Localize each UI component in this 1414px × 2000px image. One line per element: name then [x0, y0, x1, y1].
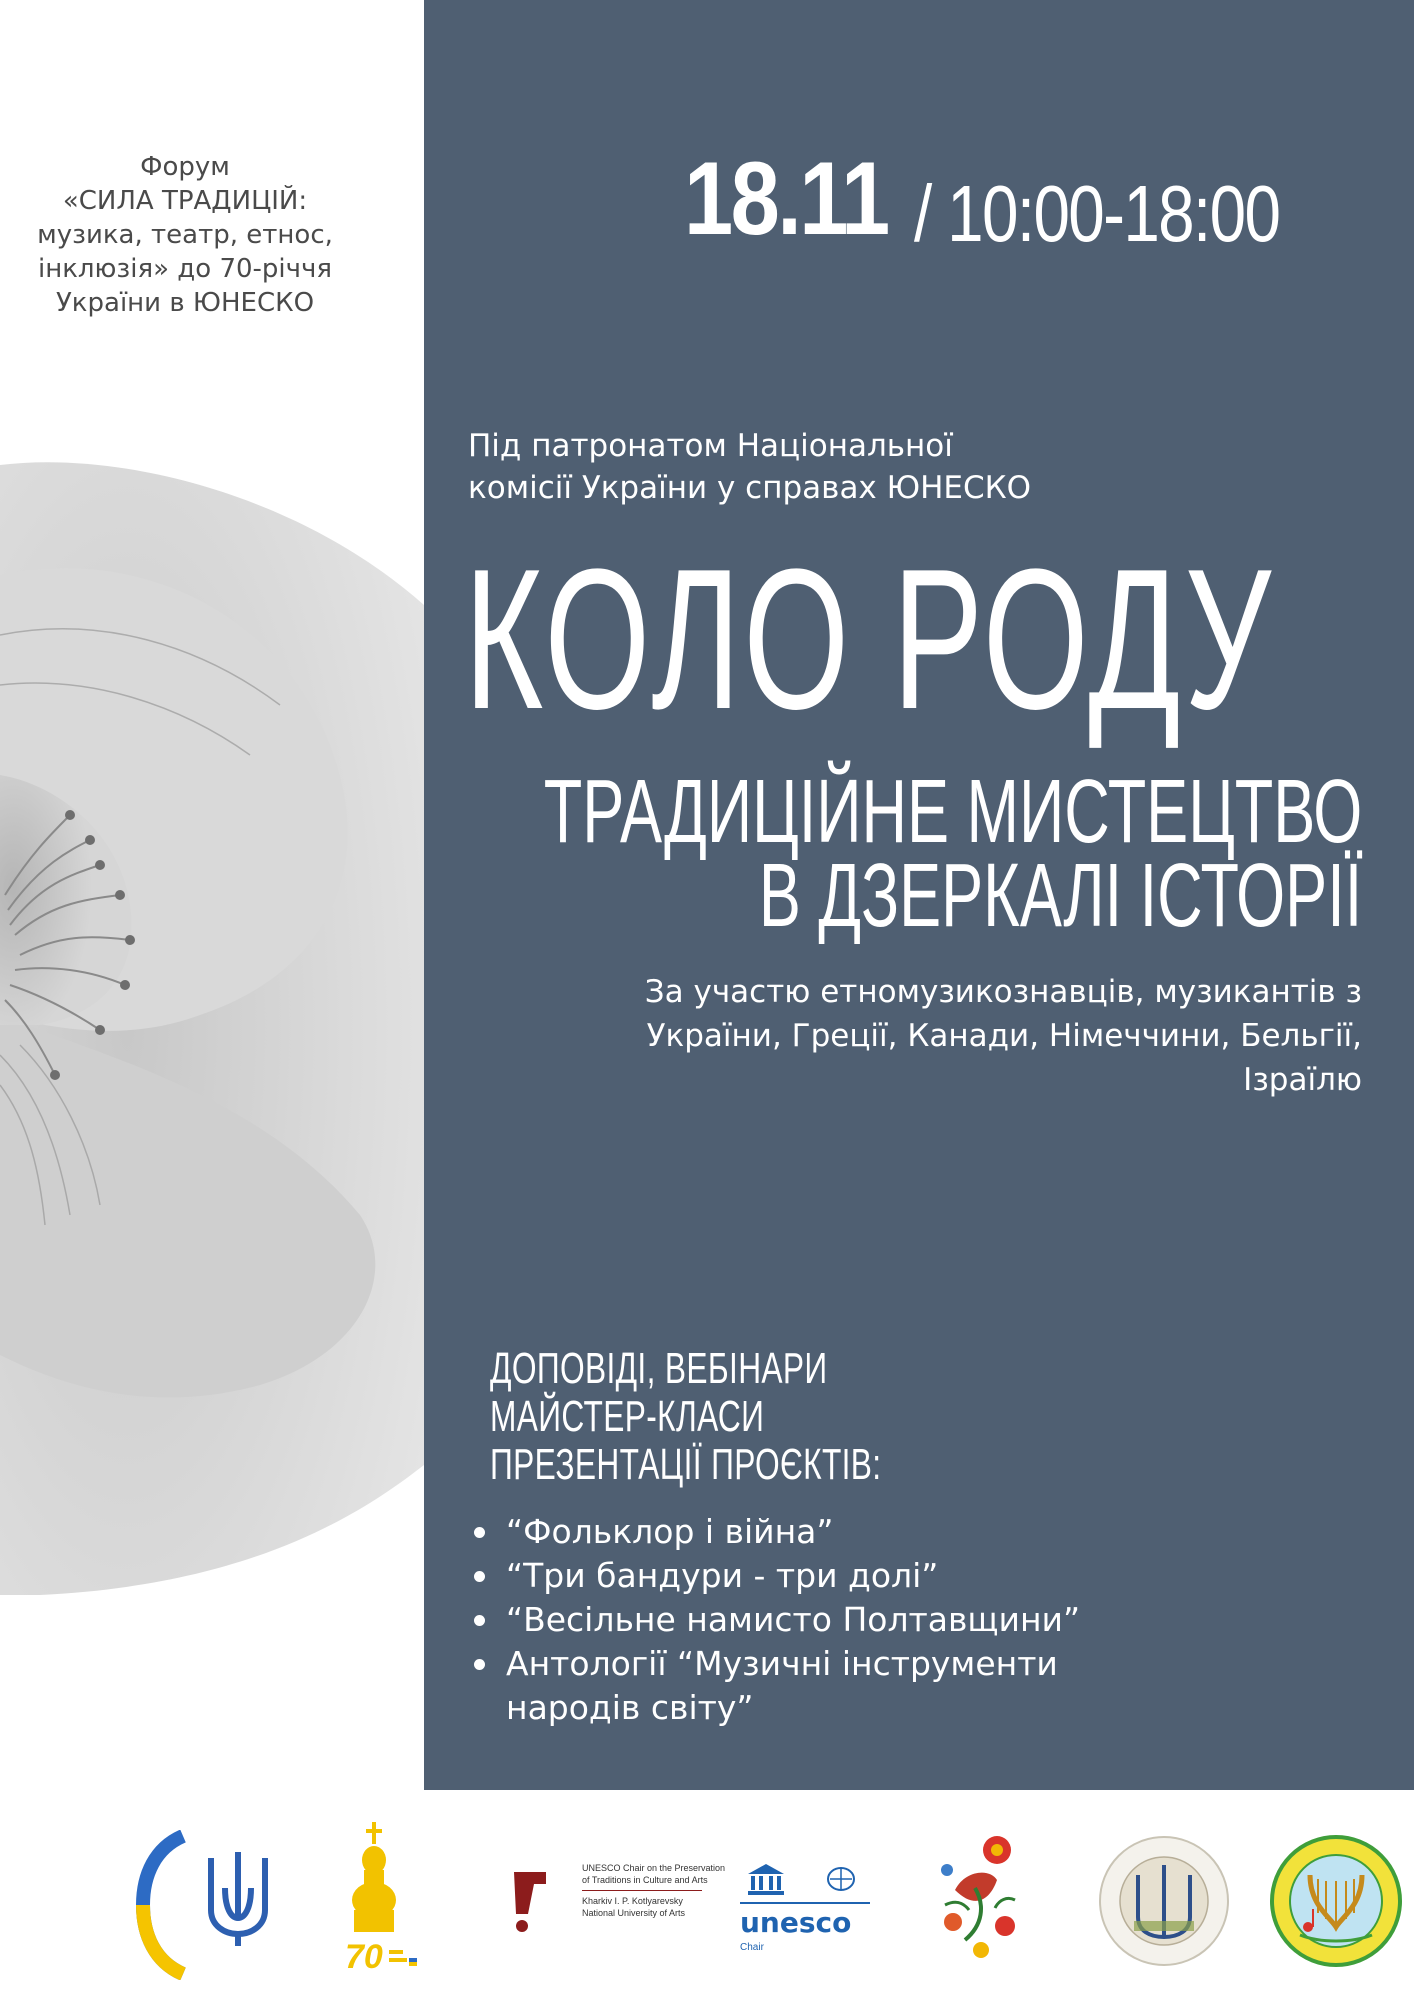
chair-line: National University of Arts — [582, 1908, 686, 1918]
kharkiv-emblem-icon — [510, 1872, 550, 1934]
anniversary-number: 70 — [345, 1938, 383, 1976]
patronage-line: Під патронатом Національної — [468, 428, 953, 464]
activity-line: ДОПОВІДІ, ВЕБІНАРИ — [490, 1344, 828, 1393]
trident-icon — [205, 1848, 271, 1950]
partner-logos-row — [0, 1790, 1414, 2000]
subtitle — [543, 762, 1362, 946]
forum-line: України в ЮНЕСКО — [55, 288, 315, 318]
patronage-line: комісії України у справах ЮНЕСКО — [468, 470, 1032, 506]
subtitle-line: ТРАДИЦІЙНЕ МИСТЕЦТВО — [543, 762, 1362, 862]
left-column — [0, 0, 424, 1790]
event-date-row — [684, 140, 924, 259]
info-panel — [424, 0, 1414, 1790]
music-association-logo — [1270, 1835, 1402, 1967]
event-date: 18.11 — [684, 141, 888, 257]
participation-line: Ізраїлю — [1243, 1062, 1362, 1098]
petrykivka-bird-logo — [935, 1830, 1025, 1965]
ukraine-unesco-c-logo — [135, 1830, 195, 1980]
chair-line: Kharkiv I. P. Kotlyarevsky — [582, 1896, 683, 1906]
unesco-temple-icon — [746, 1862, 786, 1896]
unitwin-icon — [826, 1866, 856, 1892]
regional-center-seal-logo — [1098, 1835, 1230, 1967]
project-item — [472, 1642, 1080, 1730]
project-item: “Весільне намисто Полтавщини” — [472, 1598, 1080, 1642]
poppy-flower-image — [0, 455, 424, 1605]
unesco-wordmark: unesco — [740, 1906, 852, 1939]
project-item: “Фольклор і війна” — [472, 1510, 1080, 1554]
main-title: КОЛО РОДУ — [464, 528, 1274, 751]
subtitle-line: В ДЗЕРКАЛІ ІСТОРІЇ — [758, 846, 1362, 946]
kharkiv-unesco-chair-logo — [510, 1862, 726, 1952]
patronage-text — [468, 425, 1031, 509]
activity-line: МАЙСТЕР-КЛАСИ — [490, 1392, 765, 1441]
activity-line: ПРЕЗЕНТАЦІЇ ПРОЄКТІВ: — [490, 1440, 882, 1489]
forum-title — [20, 150, 350, 320]
participation-line: України, Греції, Канади, Німеччини, Бельгії, — [646, 1018, 1362, 1054]
unesco-chair-label: Chair — [740, 1942, 764, 1953]
participation-line: За участю етномузикознавців, музикантів з — [644, 974, 1362, 1010]
chair-line: UNESCO Chair on the Preservation — [582, 1863, 726, 1873]
forum-line: інклюзія» до 70-річчя — [38, 254, 332, 284]
anniversary-70-logo — [345, 1818, 435, 1983]
participation-text — [645, 970, 1362, 1102]
forum-line: «СИЛА ТРАДИЦІЙ: — [62, 186, 308, 216]
forum-line: музика, театр, етнос, — [37, 220, 333, 250]
activities-list — [490, 1345, 881, 1489]
project-item-line: Антології “Музичні інструменти — [506, 1644, 1058, 1683]
projects-list — [472, 1510, 1080, 1730]
project-item: “Три бандури - три долі” — [472, 1554, 1080, 1598]
unesco-chair-logo — [740, 1862, 875, 1957]
forum-line: Форум — [140, 152, 230, 182]
event-time: / 10:00-18:00 — [914, 169, 1280, 258]
project-item-line: народів світу” — [506, 1688, 754, 1727]
chair-line: of Traditions in Culture and Arts — [582, 1875, 708, 1885]
